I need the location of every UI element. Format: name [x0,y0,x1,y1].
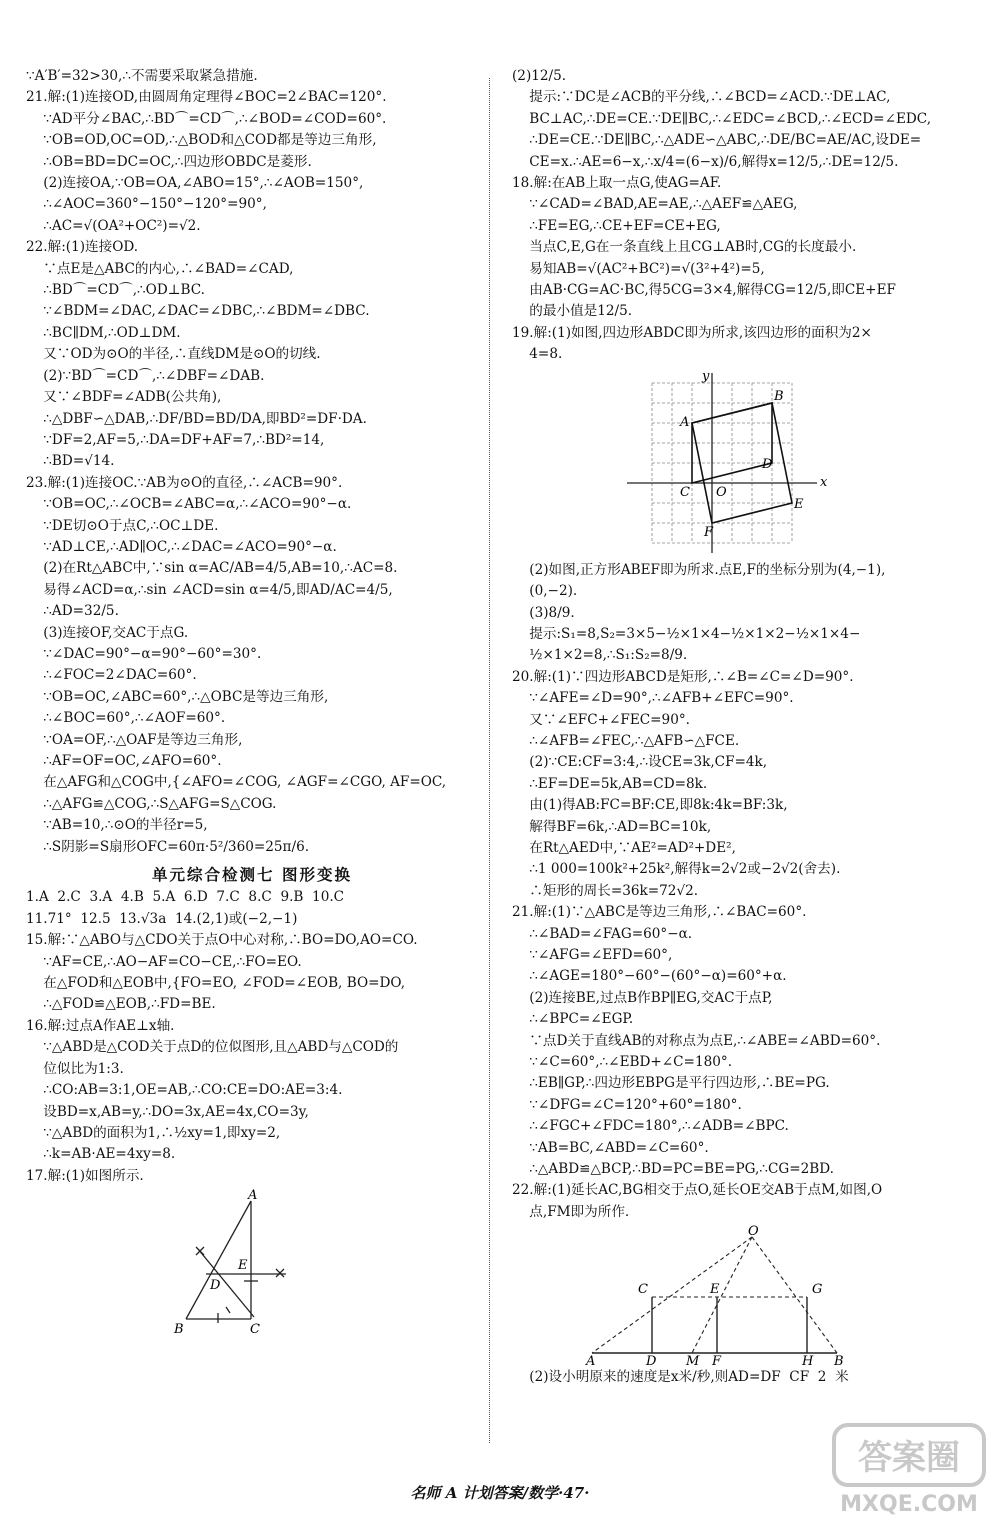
answer-line: BC⊥AC,∴DE=CE.∵DE∥BC,∴∠EDC=∠BCD,∴∠ECD=∠EDC, [512,110,932,127]
answer-line: ∴矩形的周长=36k=72√2. [512,882,699,899]
answer-line: ∴∠AFB=∠FEC,∴△AFB∽△FCE. [512,732,740,749]
axis-label-x: x [820,474,828,490]
right-column [512,66,972,1389]
point-label-C: C [680,484,690,500]
answer-line: 4=8. [512,346,563,363]
answer-line: 位似比为1:3. [26,1060,124,1077]
answer-line: ∴∠BAD=∠FAG=60°−α. [512,925,693,942]
point-label-E: E [794,496,804,512]
answer-line: ∵点E是△ABC的内心,∴∠BAD=∠CAD, [26,260,294,277]
point-label-A: A [680,414,690,430]
answer-line: (2)12/5. [512,68,567,84]
column-divider [489,78,490,1443]
answer-line: ∵OB=OD,OC=OD,∴△BOD和△COD都是等边三角形, [26,132,377,149]
answer-line: ∴AD=32/5. [26,603,119,620]
answer-line: 21.解:(1)∵△ABC是等边三角形,∴∠BAC=60°. [512,904,807,921]
point-label-B: B [834,1354,844,1366]
answer-line: ∵AB=10,∴⊙O的半径r=5, [26,817,208,834]
point-label-F: F [712,1354,722,1366]
point-label-O: O [716,484,727,500]
answer-line: ∴∠FOC=2∠DAC=60°. [26,667,197,684]
answer-line: 在△FOD和△EOB中,{FO=EO, ∠FOD=∠EOB, BO=DO, [26,975,406,992]
answer-line: 又∵∠EFC+∠FEC=90°. [512,711,690,728]
svg-text:MXQE.COM: MXQE.COM [840,1492,978,1517]
answer-line: 18.解:在AB上取一点G,使AG=AF. [512,175,722,192]
point-label-E: E [238,1258,248,1274]
answer-line: 17.解:(1)如图所示. [26,1167,144,1184]
point-label-B: B [174,1322,184,1338]
answer-line: 易得∠ACD=α,∴sin ∠ACD=sin α=4/5,即AD/AC=4/5, [26,581,393,598]
answer-line: (0,−2). [512,583,578,600]
point-label-A: A [248,1189,258,1204]
answer-line: ∵DE切⊙O于点C,∴OC⊥DE. [26,517,219,534]
answer-line: ∴∠AGE=180°−60°−(60°−α)=60°+α. [512,968,787,985]
point-label-D: D [210,1278,221,1294]
answer-line: ∵△ABD的面积为1,∴½xy=1,即xy=2, [26,1124,281,1141]
answer-line: ∴BD⌒=CD⌒,∴OD⊥BC. [26,282,205,299]
answer-line: ∵OB=OC,∠ABC=60°,∴△OBC是等边三角形, [26,688,329,705]
answer-line: ∵OA=OF,∴△OAF是等边三角形, [26,731,243,748]
point-label-C: C [638,1282,648,1298]
point-label-A: A [586,1354,596,1366]
answer-line: 又∵OD为⊙O的半径,∴直线DM是⊙O的切线. [26,346,321,363]
point-label-B: B [774,388,784,404]
answer-line: 又∵∠BDF=∠ADB(公共角), [26,389,222,406]
answer-line: 由AB·CG=AC·BC,得5CG=3×4,解得CG=12/5,即CE+EF [512,282,896,299]
answer-line: ∴△AFG≌△COG,∴S△AFG=S△COG. [26,795,277,812]
answer-line: ∵∠C=60°,∴∠EBD+∠C=180°. [512,1054,733,1071]
answer-line: ∵∠BDM=∠DAC,∠DAC=∠DBC,∴∠BDM=∠DBC. [26,303,370,320]
answer-line: 由(1)得AB:FC=BF:CE,即8k:4k=BF:3k, [512,797,788,814]
point-label-C: C [250,1322,260,1338]
answer-line: 点,FM即为所作. [512,1203,630,1220]
section-title: 单元综合检测七 图形变换 [152,865,352,885]
answer-line: 11.71° 12.5 13.√3a 14.(2,1)或(−2,−1) [26,910,298,927]
answer-line: ∴△DBF∽△DAB,∴DF/BD=BD/DA,即BD²=DF·DA. [26,410,367,427]
answer-line: ∴∠FGC+∠FDC=180°,∴∠ADB=∠BPC. [512,1118,789,1135]
answer-line: 设BD=x,AB=y,∴DO=3x,AE=4x,CO=3y, [26,1103,309,1120]
point-label-D: D [646,1354,657,1366]
answer-line: ∴∠BOC=60°,∴∠AOF=60°. [26,710,226,727]
point-label-H: H [802,1354,814,1366]
answer-line: 15.解:∵△ABO与△CDO关于点O中心对称,∴BO=DO,AO=CO. [26,932,418,949]
answer-line: ∵∠AFG=∠EFD=60°, [512,947,673,963]
answer-line: (2)连接BE,过点B作BP∥EG,交AC于点P, [512,989,773,1006]
answer-line: (3)连接OF,交AC于点G. [26,624,189,641]
answer-line: ∵∠AFE=∠D=90°,∴∠AFB+∠EFC=90°. [512,690,794,707]
answer-line: 22.解:(1)连接OD. [26,239,139,256]
point-label-G: G [812,1282,823,1298]
answer-line: ∴EB∥GP,∴四边形EBPG是平行四边形,∴BE=PG. [512,1075,830,1092]
answer-line: 16.解:过点A作AE⊥x轴. [26,1017,175,1034]
answer-line: ∴△FOD≌△EOB,∴FD=BE. [26,996,216,1013]
answer-line: 提示:S₁=8,S₂=3×5−½×1×4−½×1×2−½×1×4− [512,625,861,642]
answer-line: ∵AB=BC,∠ABD=∠C=60°. [512,1139,709,1156]
answer-line: ∴∠BPC=∠EGP. [512,1011,634,1028]
answer-line: (3)8/9. [512,604,575,621]
answer-line: ½×1×2=8,∴S₁:S₂=8/9. [512,647,688,664]
left-column [26,66,478,1341]
answer-line: 的最小值是12/5. [512,303,633,320]
answer-line: ∴DE=CE.∵DE∥BC,∴△ADE∽△ABC,∴DE/BC=AE/AC,设DE= [512,132,922,149]
answer-line: ∵AD平分∠BAC,∴BD⌒=CD⌒,∴∠BOD=∠COD=60°. [26,110,387,127]
answer-line: 19.解:(1)如图,四边形ABDC即为所求,该四边形的面积为2× [512,324,872,341]
figure-22-street-lamp [582,1225,852,1365]
svg-text:答案圈: 答案圈 [858,1438,960,1478]
point-label-M: M [686,1354,700,1366]
answer-line: ∴k=AB·AE=4xy=8. [26,1146,176,1163]
figure-19-coordinate-grid [622,368,842,558]
answer-line: ∵∠DAC=90°−α=90°−60°=30°. [26,645,262,662]
answer-line: 提示:∵DC是∠ACB的平分线,∴∠BCD=∠ACD.∵DE⊥AC, [512,89,891,106]
answer-line: ∵∠DFG=∠C=120°+60°=180°. [512,1096,742,1113]
figure-17-construction [166,1189,316,1339]
point-label-D: D [762,456,773,472]
answer-line: (2)∵BD⌒=CD⌒,∴∠DBF=∠DAB. [26,367,265,384]
watermark-logo [824,1415,994,1525]
answer-line: 易知AB=√(AC²+BC²)=√(3²+4²)=5, [512,260,765,277]
point-label-E: E [710,1282,720,1298]
answer-line: 当点C,E,G在一条直线上且CG⊥AB时,CG的长度最小. [512,239,857,256]
answer-line: ∵AD⊥CE,∴AD∥OC,∴∠DAC=∠ACO=90°−α. [26,538,337,555]
point-label-F: F [704,524,714,540]
answer-line: ∵OB=OC,∴∠OCB=∠ABC=α,∴∠ACO=90°−α. [26,496,352,513]
page-footer: 名师 A 计划答案/数学·47· [410,1484,590,1502]
answer-line: 22.解:(1)延长AC,BG相交于点O,延长OE交AB于点M,如图,O [512,1182,883,1199]
answer-line: CE=x.∴AE=6−x,∴x/4=(6−x)/6,解得x=12/5,∴DE=12/5. [512,153,899,170]
multiple-choice-answers: 1.A 2.C 3.A 4.B 5.A 6.D 7.C 8.C 9.B 10.C [26,889,345,906]
point-label-O: O [748,1225,759,1240]
answer-line: ∴FE=EG,∴CE+EF=CE+EG, [512,217,721,234]
answer-line: (2)如图,正方形ABEF即为所求.点E,F的坐标分别为(4,−1), [512,561,886,578]
answer-line: (2)∵CE:CF=3:4,∴设CE=3k,CF=4k, [512,754,768,771]
answer-line: 20.解:(1)∵四边形ABCD是矩形,∴∠B=∠C=∠D=90°. [512,668,854,685]
answer-line: (2)设小明原来的速度是x米/秒,则AD=DF CF 2 米 [512,1369,849,1386]
answer-line: 在Rt△AED中,∵AE²=AD²+DE², [512,839,736,856]
answer-line: 21.解:(1)连接OD,由圆周角定理得∠BOC=2∠BAC=120°. [26,89,387,106]
answer-line: ∵△ABD是△COD关于点D的位似图形,且△ABD与△COD的 [26,1039,399,1056]
answer-line: 23.解:(1)连接OC.∵AB为⊙O的直径,∴∠ACB=90°. [26,474,343,491]
answer-line: ∴BC∥DM,∴OD⊥DM. [26,324,181,341]
answer-line: (2)连接OA,∵OB=OA,∠ABO=15°,∴∠AOB=150°, [26,175,364,192]
answer-line: ∵∠CAD=∠BAD,AE=AE,∴△AEF≌△AEG, [512,196,798,213]
answer-line: ∴∠AOC=360°−150°−120°=90°, [26,196,267,213]
answer-line: 在△AFG和△COG中,{∠AFO=∠COG, ∠AGF=∠CGO, AF=OC, [26,774,447,791]
answer-line: 解得BF=6k,∴AD=BC=10k, [512,818,712,835]
answer-line: ∴BD=√14. [26,453,115,470]
answer-line: ∴AC=√(OA²+OC²)=√2. [26,217,201,234]
answer-line: ∴1 000=100k²+25k²,解得k=2√2或−2√2(舍去). [512,861,841,878]
answer-line: ∴OB=BD=DC=OC,∴四边形OBDC是菱形. [26,153,312,170]
answer-line: ∵DF=2,AF=5,∴DA=DF+AF=7,∴BD²=14, [26,431,325,448]
answer-line: ∴AF=OF=OC,∠AFO=60°. [26,753,222,769]
answer-line: ∴△ABD≌△BCP,∴BD=PC=BE=PG,∴CG=2BD. [512,1161,834,1178]
axis-label-y: y [702,368,710,384]
answer-line: ∴S阴影=S扇形OFC=60π·5²/360=25π/6. [26,838,310,855]
answer-line: ∵点D关于直线AB的对称点为点E,∴∠ABE=∠ABD=60°. [512,1032,881,1049]
answer-line: ∵AF=CE,∴AO−AF=CO−CE,∴FO=EO. [26,953,302,970]
answer-line: ∵A′B′=32>30,∴不需要采取紧急措施. [26,68,258,84]
answer-line: ∴EF=DE=5k,AB=CD=8k. [512,775,708,792]
answer-line: (2)在Rt△ABC中,∵sin α=AC/AB=4/5,AB=10,∴AC=8. [26,560,398,577]
answer-line: ∴CO:AB=3:1,OE=AB,∴CO:CE=DO:AE=3:4. [26,1082,343,1099]
